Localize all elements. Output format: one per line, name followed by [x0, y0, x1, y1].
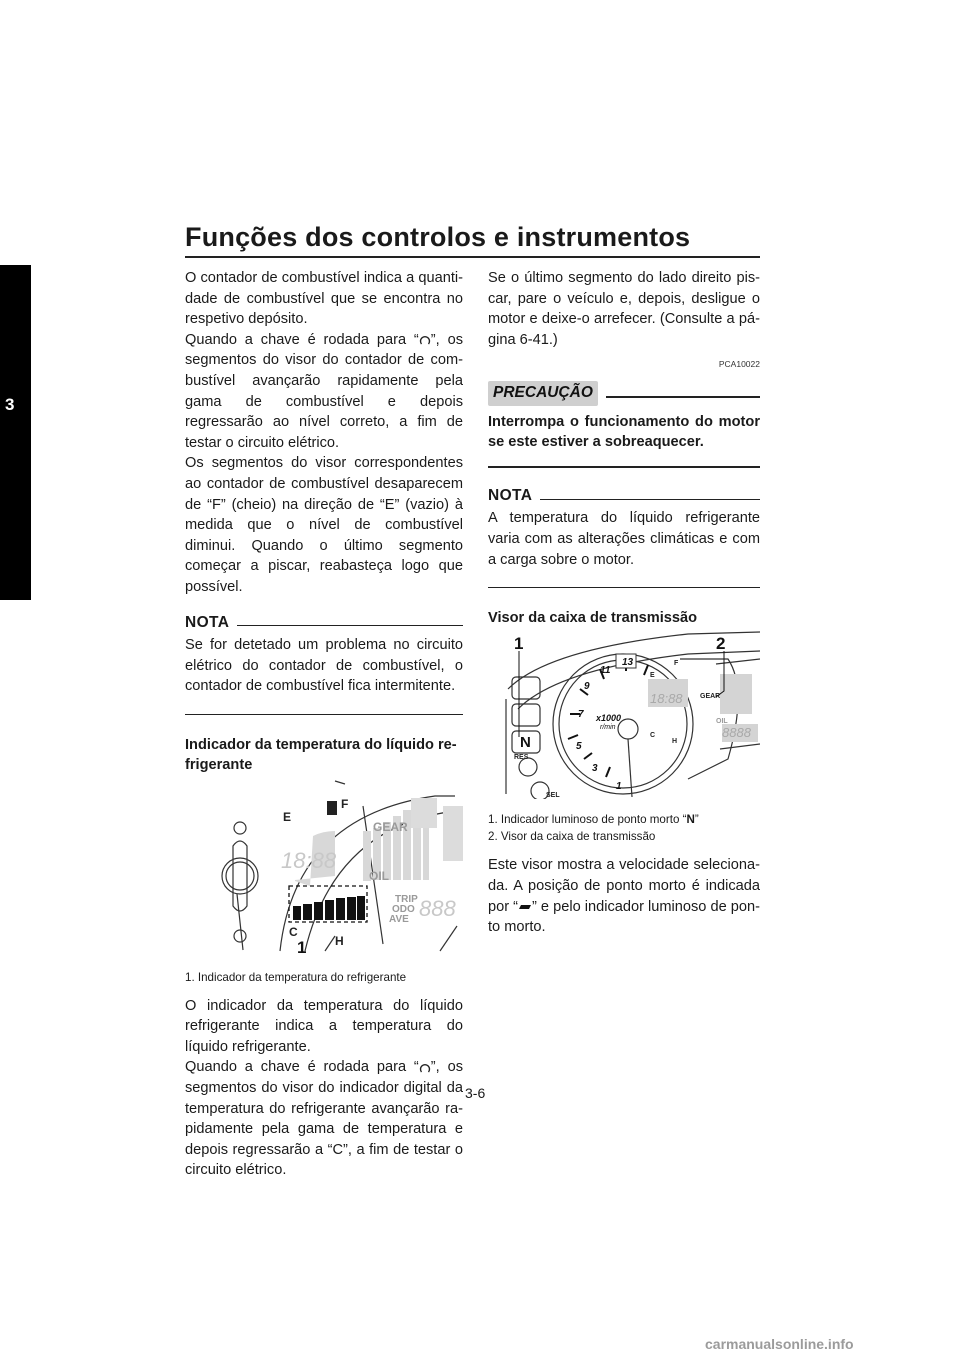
- caution-end-rule: [488, 466, 760, 468]
- caution-code: PCA10022: [718, 359, 760, 370]
- note-rule: [237, 625, 463, 626]
- caution-text: Interrompa o funcionamento do motor se este estiver a sobreaquecer.: [488, 413, 760, 451]
- key-on-icon: [419, 334, 431, 346]
- neutral-icon: N: [520, 733, 531, 751]
- tick-label-3: 3: [592, 762, 598, 774]
- fuel-full-label: F: [674, 659, 679, 667]
- tick-label-11: 11: [600, 664, 611, 676]
- fuel-empty-label: E: [650, 671, 655, 679]
- watermark: carmanualsonline.info: [705, 1336, 854, 1352]
- fuel-empty-label: E: [283, 810, 292, 825]
- note-label: NOTA: [488, 486, 533, 504]
- overheat-paragraph: Se o último segmento do lado direito piscar, pare o veículo e, depois, desligue o motor e deixe-o arrefecer. (Consulte a página 6-41.): [488, 270, 760, 348]
- coolant-test-paragraph: Quando a chave é rodada para “ ”, os segmentos do visor do indicador digital da temperatura do refrigerante avançarão rapidamente pela gama de temperatura e depois regressarão a “C”, a fim de testar o circuito elétrico.: [185, 1059, 463, 1179]
- hot-label: H: [335, 934, 344, 949]
- chapter-tab: [0, 265, 31, 600]
- note-heading: [488, 486, 760, 507]
- coolant-indicator-paragraph: O indicador da temperatura do líquido refrigerante indica a temperatura do líquido refrigerante.: [185, 997, 463, 1055]
- digits-small-display: 8888: [722, 724, 751, 740]
- sel-button-label: SEL: [546, 791, 560, 799]
- odo-label: ODO: [392, 904, 415, 916]
- chapter-number: 3: [5, 395, 15, 414]
- right-column: [488, 268, 760, 938]
- ave-label: AVE: [389, 914, 409, 926]
- tick-label-13: 13: [622, 656, 634, 668]
- fuel-meter-paragraph: O contador de combustível indica a quantidade de combustível que se encontra no respetivo depósito.: [185, 270, 463, 328]
- digits-display: 18:88: [281, 848, 337, 874]
- fuel-test-paragraph: Quando a chave é rodada para “ ”, os segmentos do visor do contador de combustível avançarão rapidamente pela gama de combustível e depois regressarão ao nível correto, a fim de testar o circuito elétrico.: [185, 331, 463, 451]
- figure-callout-1: 1: [514, 633, 524, 653]
- gear-display-heading: Visor da caixa de transmissão: [488, 610, 698, 627]
- note-text: A temperatura do líquido refrigerante varia com as alterações climáticas e com a carga sobre o motor.: [488, 510, 760, 568]
- cold-label: C: [289, 925, 298, 940]
- gear-label: GEAR: [700, 692, 721, 700]
- tick-label-7: 7: [578, 708, 584, 720]
- tick-label-1: 1: [616, 780, 622, 792]
- oil-label: OIL: [716, 717, 728, 725]
- rpm-multiplier-label: x1000: [596, 712, 622, 723]
- tick-label-5: 5: [576, 740, 582, 752]
- note-label: NOTA: [185, 613, 230, 631]
- gear-label: GEAR: [373, 820, 408, 835]
- digits-display: 18:88: [650, 690, 683, 706]
- coolant-illustration: [185, 776, 463, 956]
- key-on-icon: [419, 1062, 431, 1074]
- coolant-figure: [185, 776, 463, 963]
- page-number: 3-6: [465, 1085, 486, 1101]
- note-end-rule: [488, 587, 760, 588]
- gear-display-paragraph: Este visor mostra a velocidade selecionada. A posição de ponto morto é indicada por “ ” e pelo indicador luminoso de ponto morto.: [488, 857, 760, 936]
- neutral-dash-icon: [518, 903, 532, 911]
- digits-small-display: 888: [419, 896, 456, 922]
- cold-label: C: [650, 731, 656, 739]
- title-rule: [185, 256, 760, 258]
- rpm-unit-label: r/min: [600, 723, 616, 731]
- left-column: [185, 268, 463, 1181]
- caution-rule: [606, 396, 760, 398]
- gear-figure-caption-1: 1. Indicador luminoso de ponto morto “N”: [488, 813, 699, 827]
- gear-figure: [488, 629, 760, 806]
- oil-label: OIL: [369, 869, 389, 884]
- hot-label: H: [672, 737, 678, 745]
- figure-callout-1: 1: [297, 938, 307, 957]
- caution-label: PRECAUÇÃO: [488, 381, 598, 406]
- fuel-segments-paragraph: Os segmentos do visor correspondentes ao contador de combustível desaparecem de “F” (cheio) na direção de “E” (vazio) à medida que o nível de combustível diminui. Quando o último segmento começar a piscar, reabasteça logo que possível.: [185, 455, 463, 595]
- note-end-rule: [185, 714, 463, 715]
- note-heading: [185, 613, 463, 634]
- note-rule: [540, 499, 760, 500]
- trip-label: TRIP: [395, 894, 418, 906]
- fuel-full-label: F: [341, 797, 349, 812]
- page-title: Funções dos controlos e instrumentos: [185, 222, 691, 252]
- instrument-cluster-illustration: [488, 629, 760, 799]
- res-button-label: RES: [514, 753, 529, 761]
- coolant-figure-caption: 1. Indicador da temperatura do refrigerante: [185, 970, 407, 984]
- caution-heading: [488, 381, 760, 406]
- figure-callout-2: 2: [716, 633, 726, 653]
- gear-figure-caption-2: 2. Visor da caixa de transmissão: [488, 830, 656, 844]
- note-text: Se for detetado um problema no circuito elétrico do contador de combustível, o contador de combustível fica intermitente.: [185, 637, 463, 695]
- tick-label-9: 9: [584, 680, 590, 692]
- coolant-heading: Indicador da temperatura do líquido refrigerante: [185, 736, 457, 774]
- neutral-symbol: N: [686, 813, 695, 827]
